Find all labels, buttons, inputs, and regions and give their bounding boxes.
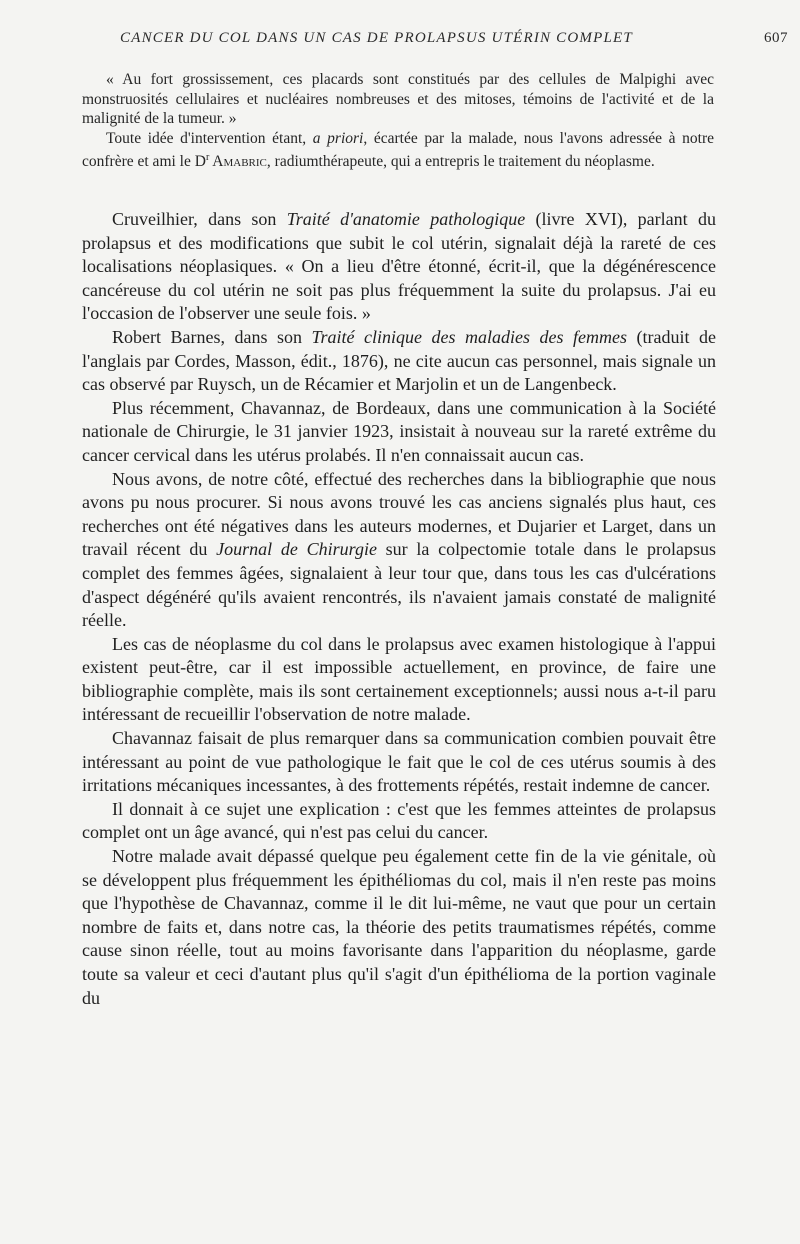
body-paragraph: Notre malade avait dépassé quelque peu également cette fin de la vie génitale, où se développent plus fréquemment les épithéliomas du col, mais il n'en reste pas moins que l'hypothèse de Chavannaz, comme il le dit lui-même, ne vaut que pour un certain nombre de faits et, dans notre cas, la théorie des petits traumatismes répétés, comme cause sinon réelle, tout au moins favorisante dans l'apparition du néoplasme, garde toute sa valeur et ceci d'autant plus qu'il s'agit d'un épithélioma de la portion vaginale du xyxy=(82,846,716,1008)
quote-paragraph: « Au fort grossissement, ces placards sont constitués par des cellules de Malpighi avec monstruosités cellulaires et nucléaires nombreuses et des mitoses, témoins de l'activité et de la malignité de la tumeur. » xyxy=(82,71,714,128)
running-title: CANCER DU COL DANS UN CAS DE PROLAPSUS UTÉRIN COMPLET xyxy=(120,30,633,46)
running-head xyxy=(82,30,788,52)
quoted-observation xyxy=(82,70,714,172)
body-paragraph: Plus récemment, Chavannaz, de Bordeaux, dans une communication à la Société nationale de Chirurgie, le 31 janvier 1923, insistait à nouveau sur la rareté extrême du cancer cervical dans les utérus prolabés. Il n'en connaissait aucun cas. xyxy=(82,397,716,465)
main-text xyxy=(82,208,716,1010)
body-paragraph: Il donnait à ce sujet une explication : c'est que les femmes atteintes de prolapsus complet ont un âge avancé, qui n'est pas celui du cancer. xyxy=(82,798,716,843)
body-paragraph: Robert Barnes, dans son Traité clinique des maladies des femmes (traduit de l'anglais par Cordes, Masson, édit., 1876), ne cite aucun cas personnel, mais signale un cas observé par Ruysch, un de Récamier et Marjolin et un de Langenbeck. xyxy=(82,326,716,395)
body-paragraph: Cruveilhier, dans son Traité d'anatomie pathologique (livre XVI), parlant du prolapsus et des modifications que subit le col utérin, signalait déjà la rareté de ces localisations néoplasiques. « On a lieu d'être étonné, écrit-il, que la dégénérescence cancéreuse du col utérin ne soit pas plus fréquemment la suite du prolapsus. J'ai eu l'occasion de l'observer une seule fois. » xyxy=(82,209,716,324)
body-paragraph: Chavannaz faisait de plus remarquer dans sa communication combien pouvait être intéressant au point de vue pathologique le fait que le col de ces utérus soumis à des irritations mécaniques incessantes, à des frottements répétés, restait indemne de cancer. xyxy=(82,728,716,796)
body-paragraph: Les cas de néoplasme du col dans le prolapsus avec examen histologique à l'appui existent peut-être, car il est impossible actuellement, en province, de faire une bibliographie complète, mais ils sont certainement exceptionnels; aussi nous a-t-il paru intéressant de recueillir l'observation de notre malade. xyxy=(82,633,716,725)
page-number: 607 xyxy=(764,30,788,46)
body-paragraph: Nous avons, de notre côté, effectué des recherches dans la bibliographie que nous avons pu nous procurer. Si nous avons trouvé les cas anciens signalés plus haut, ces recherches ont été négatives dans les auteurs modernes, et Dujarier et Larget, dans un travail récent du Journal de Chirurgie sur la colpectomie totale dans le prolapsus complet des femmes âgées, signalaient à leur tour que, dans tous les cas d'ulcérations d'aspect dégénéré qu'ils avaient rencontrés, ils n'avaient jamais constaté de malignité réelle. xyxy=(82,468,716,631)
quote-paragraph: Toute idée d'intervention étant, a priori, écartée par la malade, nous l'avons adressée à notre confrère et ami le $D^r$ Amabric, radiumthérapeute, qui a entrepris le traitement du néoplasme. xyxy=(82,129,714,171)
